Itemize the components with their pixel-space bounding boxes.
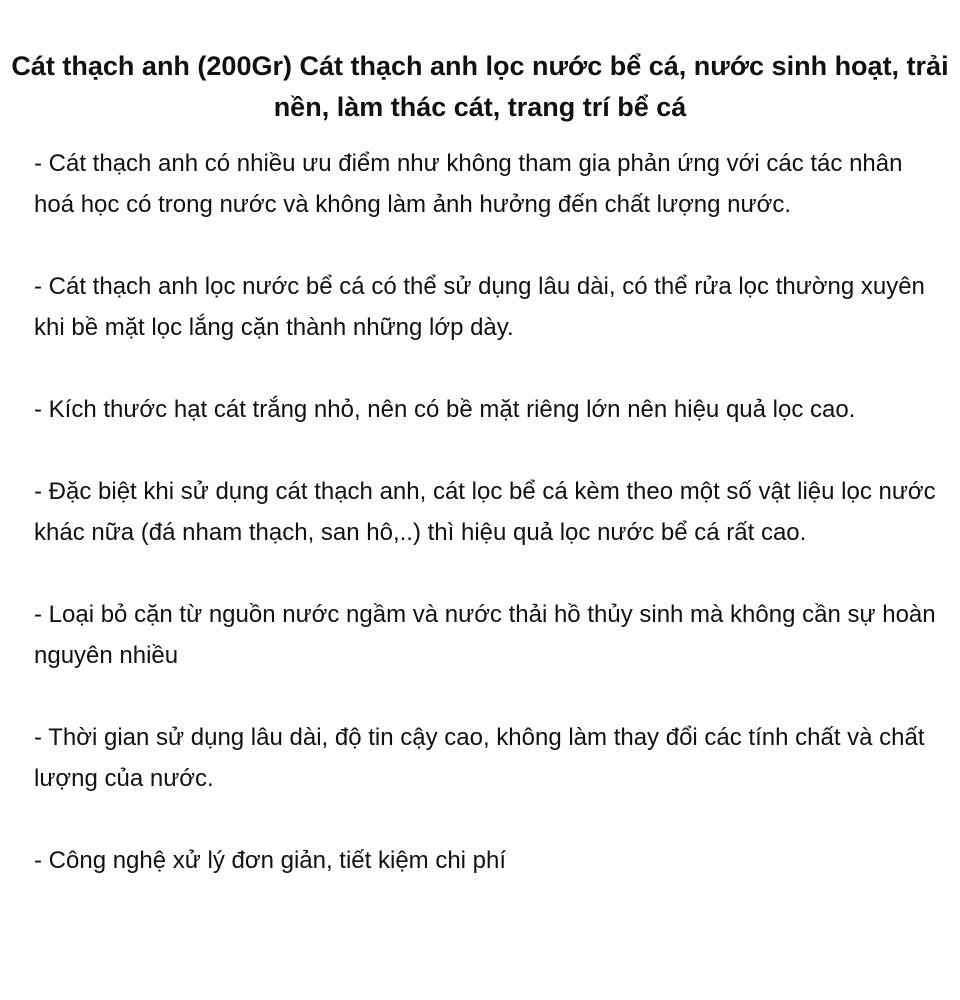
description-paragraph: - Cát thạch anh lọc nước bể cá có thể sử dụng lâu dài, có thể rửa lọc thường xuyên khi bề mặt lọc lắng cặn thành những lớp dày. bbox=[34, 273, 925, 341]
description-paragraph: - Công nghệ xử lý đơn giản, tiết kiệm chi phí bbox=[34, 847, 507, 874]
page-title: Cát thạch anh (200Gr) Cát thạch anh lọc nước bể cá, nước sinh hoạt, trải nền, làm thác cát, trang trí bể cá bbox=[11, 51, 949, 122]
description-paragraph: - Đặc biệt khi sử dụng cát thạch anh, cát lọc bể cá kèm theo một số vật liệu lọc nước khác nữa (đá nham thạch, san hô,..) thì hiệu quả lọc nước bể cá rất cao. bbox=[34, 478, 936, 546]
description-paragraph: - Cát thạch anh có nhiều ưu điểm như không tham gia phản ứng với các tác nhân hoá học có trong nước và không làm ảnh hưởng đến chất lượng nước. bbox=[34, 150, 903, 218]
description-body bbox=[0, 128, 960, 881]
description-paragraph: - Loại bỏ cặn từ nguồn nước ngầm và nước thải hồ thủy sinh mà không cần sự hoàn nguyên nhiều bbox=[34, 601, 936, 669]
description-paragraph: - Thời gian sử dụng lâu dài, độ tin cậy cao, không làm thay đổi các tính chất và chất lượng của nước. bbox=[34, 724, 925, 792]
description-paragraph: - Kích thước hạt cát trắng nhỏ, nên có bề mặt riêng lớn nên hiệu quả lọc cao. bbox=[34, 396, 856, 423]
